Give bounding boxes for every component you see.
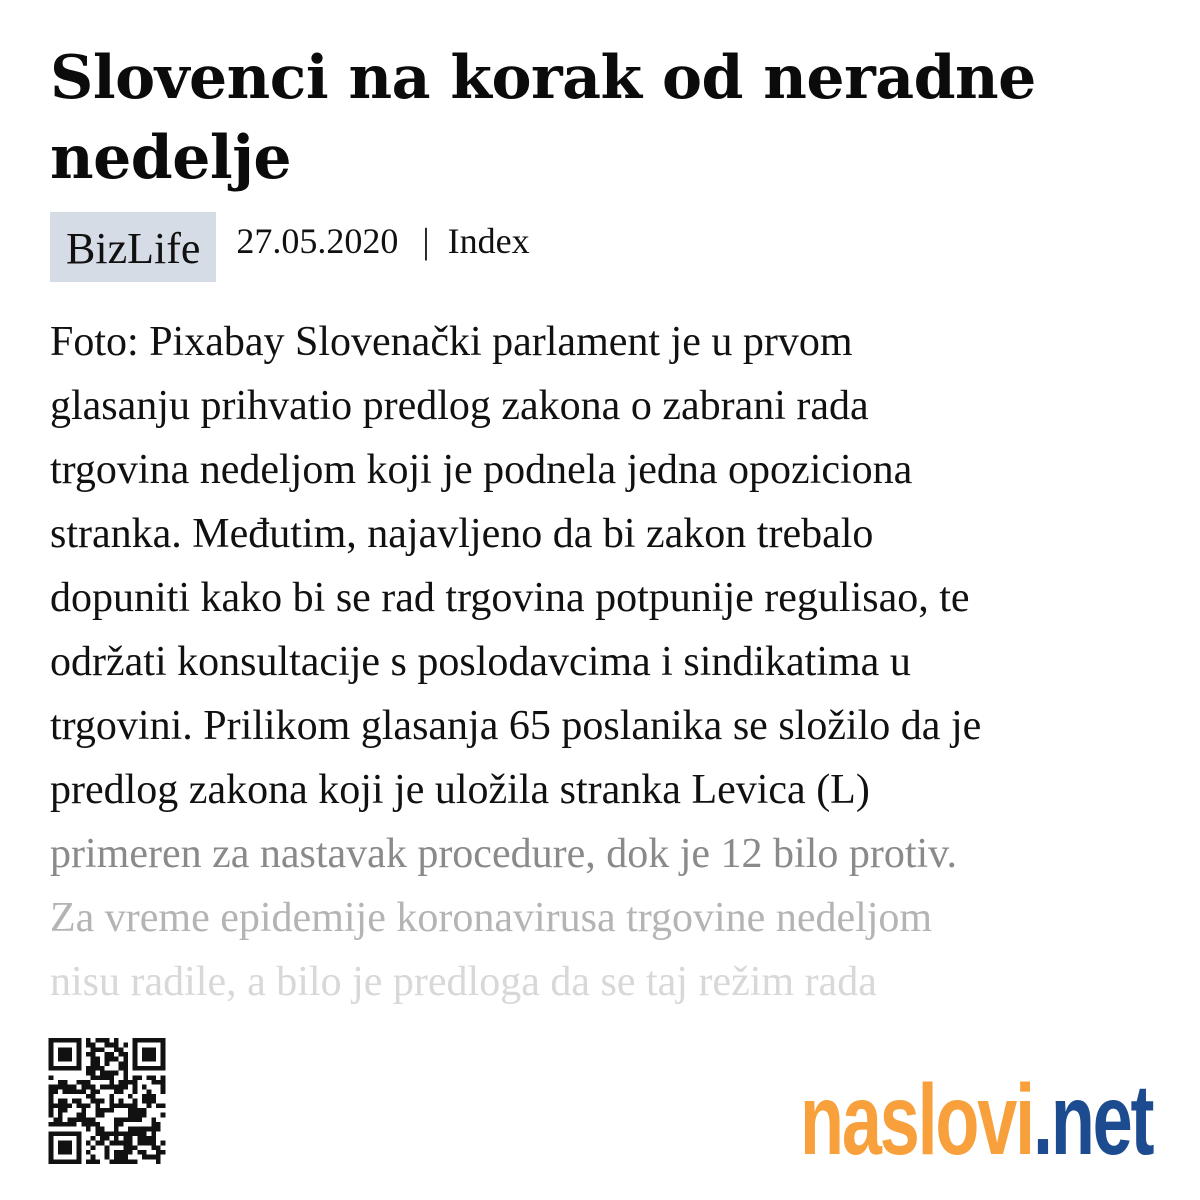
qr-code-icon[interactable]: [48, 1038, 166, 1164]
article-line: trgovini. Prilikom glasanja 65 poslanika se složilo da je: [50, 703, 982, 749]
article-line: nisu radile, a bilo je predloga da se taj režim rada: [50, 959, 877, 1005]
meta-separator: |: [422, 221, 430, 261]
meta-text: [236, 220, 529, 262]
article-line: stranka. Međutim, najavljeno da bi zakon trebalo: [50, 511, 874, 557]
logo-part-net: .net: [1032, 1064, 1153, 1176]
article-line: dopuniti kako bi se rad trgovina potpunije regulisao, te: [50, 575, 970, 621]
article-line: predlog zakona koji je uložila stranka Levica (L): [50, 767, 870, 813]
article-line: održati konsultacije s poslodavcima i sindikatima u: [50, 639, 911, 685]
article-headline[interactable]: Slovenci na korak od neradne nedelje: [50, 43, 1036, 193]
article-meta: [50, 212, 530, 282]
article-date: 27.05.2020: [236, 221, 399, 261]
article-line: glasanju prihvatio predlog zakona o zabrani rada: [50, 383, 869, 429]
logo-part-naslovi: naslovi: [800, 1064, 1033, 1176]
article-line: primeren za nastavak procedure, dok je 12 bilo protiv.: [50, 831, 957, 877]
source-tag[interactable]: BizLife: [50, 212, 216, 282]
article-origin[interactable]: Index: [447, 221, 530, 261]
article-line: trgovina nedeljom koji je podnela jedna opoziciona: [50, 447, 913, 493]
article-line: Za vreme epidemije koronavirusa trgovine nedeljom: [50, 895, 933, 941]
article-body: [50, 310, 1160, 1014]
article-line: Foto: Pixabay Slovenački parlament je u prvom: [50, 319, 853, 365]
naslovi-logo[interactable]: [800, 1060, 1153, 1176]
